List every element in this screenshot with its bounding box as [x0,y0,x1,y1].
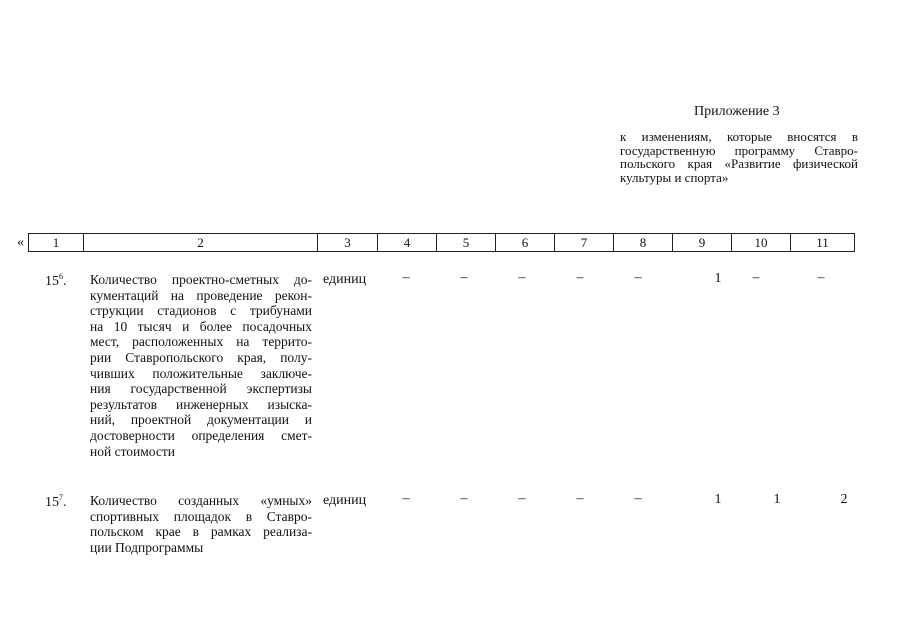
subtitle-line: польского края «Развитие физической [620,156,858,171]
value-cell: 1 [714,271,722,286]
value-cell: – [817,270,825,285]
unit-cell: единиц [323,272,367,287]
value-cell: – [576,491,584,506]
value-cell: – [752,270,760,285]
row-number-superscript: 6 [59,272,63,281]
column-number: 8 [614,234,673,252]
subtitle-line: к изменениям, которые вносятся в [620,129,858,144]
row-description [90,493,312,555]
row-number [45,272,67,290]
subtitle-line: культуры и спорта» [620,169,729,185]
value-cell: – [460,491,468,506]
description-line: ции Подпрограммы [90,539,204,555]
column-number: 10 [732,234,791,252]
column-number: 2 [84,234,318,252]
description-line: результатов инженерных изыска- [90,396,312,412]
description-line: спортивных площадок в Ставро- [90,508,312,524]
description-line: ной стоимости [90,443,176,459]
value-cell: – [634,491,642,506]
value-cell: 2 [840,492,848,507]
row-number [45,493,67,511]
column-number: 6 [496,234,555,252]
value-cell: – [576,270,584,285]
appendix-subtitle [620,130,858,184]
column-number: 7 [555,234,614,252]
column-number: 4 [378,234,437,252]
value-cell: – [634,270,642,285]
description-line: мест, расположенных на террито- [90,334,312,350]
description-line: чивших положительные заключе- [90,365,312,381]
value-cell: – [460,270,468,285]
description-line: Количество проектно-сметных до- [90,272,312,287]
column-number: 5 [437,234,496,252]
description-line: Количество созданных «умных» [90,493,312,508]
table-opening-quote: « [17,235,24,250]
description-line: достоверности определения смет- [90,427,312,443]
description-line: рии Ставропольского края, полу- [90,349,312,365]
column-number: 3 [318,234,378,252]
value-cell: – [402,491,410,506]
column-number: 11 [791,234,855,252]
row-description [90,272,312,459]
subtitle-line: государственную программу Ставро- [620,142,858,158]
row-number-superscript: 7 [59,493,63,502]
column-number: 9 [673,234,732,252]
column-number: 1 [29,234,84,252]
column-number-header [28,233,855,252]
description-line: струкции стадионов с трибунами [90,303,312,319]
row-number-suffix: . [63,495,67,510]
description-line: на 10 тысяч и более посадочных [90,318,312,334]
value-cell: – [518,270,526,285]
description-line: ний, проектной документации и [90,412,312,428]
description-line: польском крае в рамках реализа- [90,524,312,540]
row-number-main: 15 [45,495,59,510]
description-line: кументаций на проведение рекон- [90,287,312,303]
value-cell: 1 [714,492,722,507]
unit-cell: единиц [323,493,367,508]
row-number-main: 15 [45,274,59,289]
row-number-suffix: . [63,274,67,289]
description-line: ния государственной экспертизы [90,381,312,397]
appendix-title: Приложение 3 [694,104,780,119]
value-cell: – [402,270,410,285]
value-cell: – [518,491,526,506]
value-cell: 1 [773,492,781,507]
